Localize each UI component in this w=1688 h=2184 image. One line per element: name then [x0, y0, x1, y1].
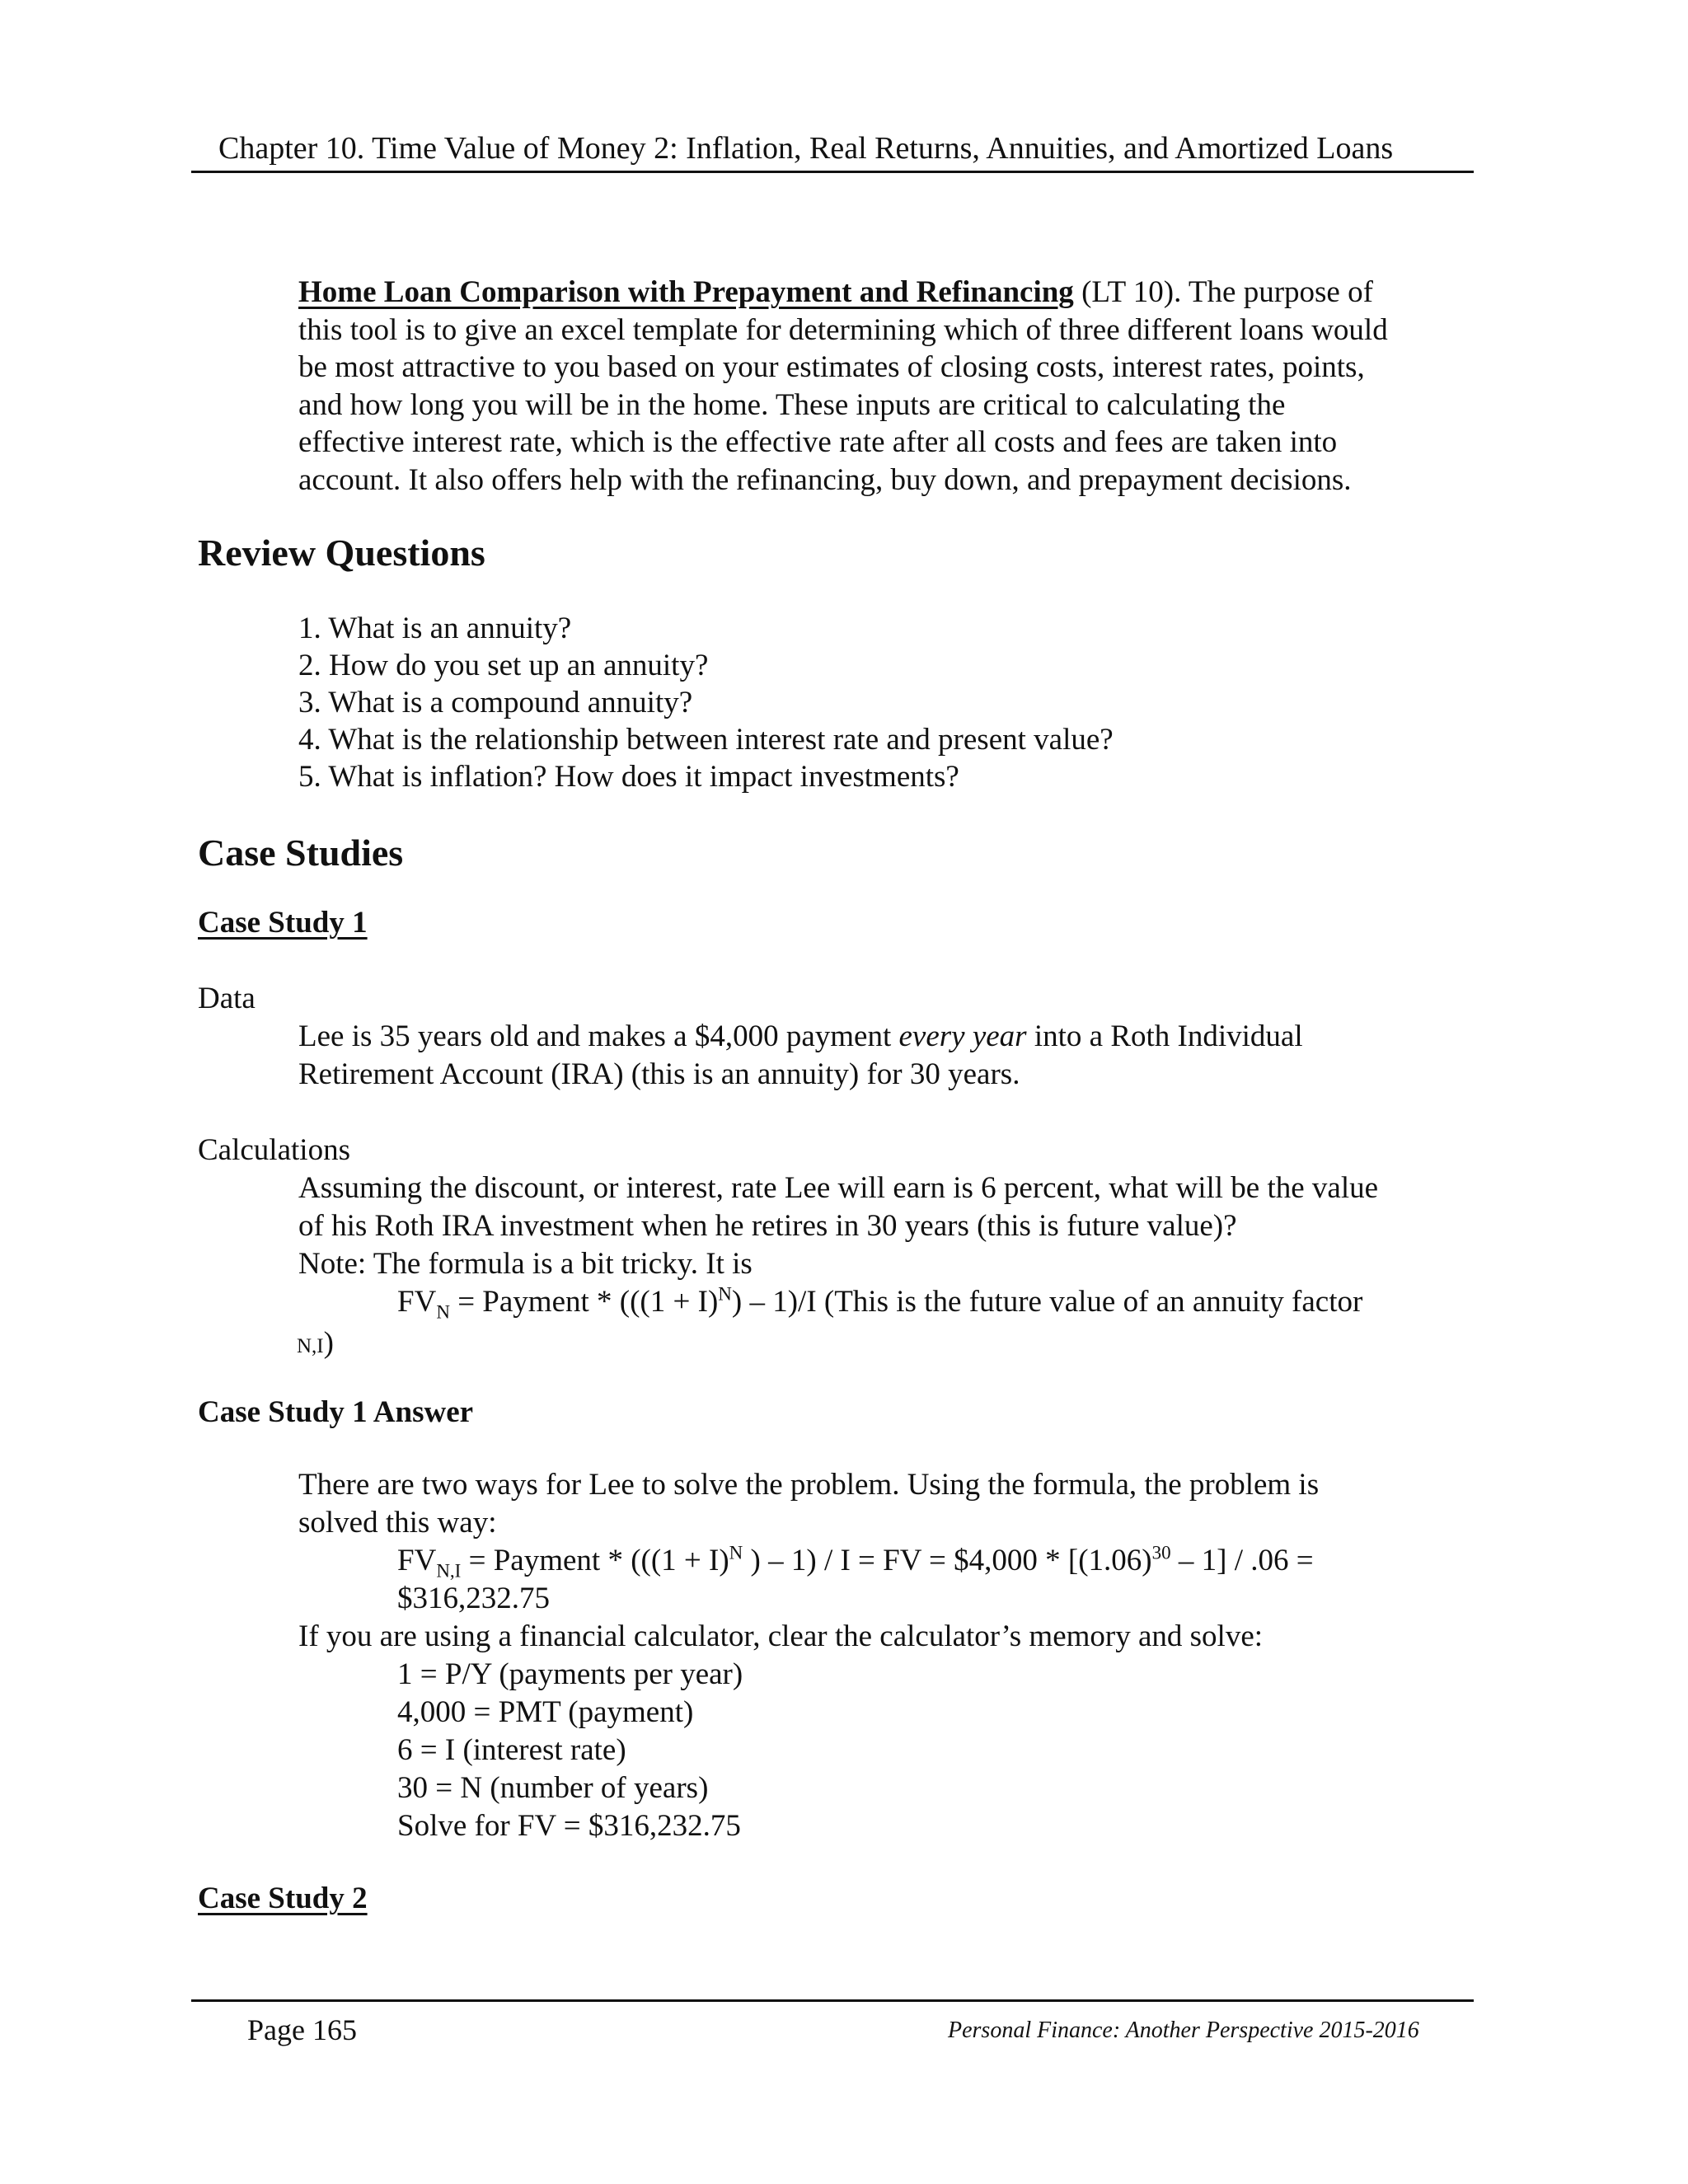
tool-line: and how long you will be in the home. These inputs are critical to calculating the	[298, 387, 1286, 422]
case-study-1-title: Case Study 1	[198, 906, 368, 940]
question-item: 5. What is inflation? How does it impact investments?	[298, 760, 959, 794]
answer-equation: $FV_{N,I}$ = Payment * (($(1 + I)^N$ ) – 1) / I = FV = $4,000 * $[(1.06)^{30} - 1] / .06$ =	[397, 1542, 1314, 1582]
book-title: Personal Finance: Another Perspective 2015-2016	[948, 2018, 1419, 2043]
calculator-step: Solve for FV = $316,232.75	[397, 1809, 741, 1843]
data-line: Lee is 35 years old and makes a $4,000 payment every year into a Roth Individual	[298, 1019, 1303, 1053]
tool-line1-rest: (LT 10). The purpose of	[1073, 275, 1373, 309]
calculator-step: 30 = N (number of years)	[397, 1771, 709, 1805]
page-number: Page 165	[247, 2013, 357, 2046]
case-study-2-title: Case Study 2	[198, 1882, 368, 1915]
answer-result: $316,232.75	[397, 1582, 550, 1615]
tool-line: this tool is to give an excel template for determining which of three different loans would	[298, 312, 1388, 347]
tool-line: account. It also offers help with the refinancing, buy down, and prepayment decisions.	[298, 462, 1352, 497]
tool-description	[298, 274, 1485, 499]
case-study-1-answer-title: Case Study 1 Answer	[198, 1395, 474, 1429]
tool-line: be most attractive to you based on your estimates of closing costs, interest rates, points,	[298, 350, 1365, 384]
header-rule	[191, 171, 1474, 173]
question-item: 3. What is a compound annuity?	[298, 686, 693, 719]
answer-line: There are two ways for Lee to solve the problem. Using the formula, the problem is	[298, 1468, 1320, 1502]
fv-formula: $FV_N$ = Payment * $(((1 + I)^N) - 1)/I$ (This is the future value of an annuity factor	[397, 1283, 1363, 1323]
question-item: 4. What is the relationship between interest rate and present value?	[298, 723, 1114, 757]
footer-rule	[191, 1999, 1474, 2002]
fv-formula-tail: N,I)	[297, 1326, 334, 1360]
calculations-label: Calculations	[198, 1133, 350, 1167]
calculator-step: 1 = P/Y (payments per year)	[397, 1657, 743, 1691]
calculator-step: 4,000 = PMT (payment)	[397, 1695, 694, 1729]
calculator-step: 6 = I (interest rate)	[397, 1733, 626, 1767]
tool-line: effective interest rate, which is the effective rate after all costs and fees are taken into	[298, 425, 1338, 459]
data-line: Retirement Account (IRA) (this is an annuity) for 30 years.	[298, 1057, 1020, 1091]
question-item: 1. What is an annuity?	[298, 612, 572, 645]
review-questions-heading: Review Questions	[198, 532, 485, 574]
calculator-intro: If you are using a financial calculator, clear the calculator’s memory and solve:	[298, 1619, 1264, 1653]
case-studies-heading: Case Studies	[198, 832, 404, 874]
calc-line: Note: The formula is a bit tricky. It is	[298, 1247, 753, 1281]
review-questions-list	[298, 610, 1114, 795]
emphasis-every-year: every year	[898, 1019, 1027, 1053]
answer-line: solved this way:	[298, 1506, 497, 1540]
question-item: 2. How do you set up an annuity?	[298, 649, 709, 682]
tool-link[interactable]: Home Loan Comparison with Prepayment and Refinancing	[298, 275, 1074, 309]
calc-line: Assuming the discount, or interest, rate Lee will earn is 6 percent, what will be the value	[298, 1171, 1379, 1205]
chapter-header: Chapter 10. Time Value of Money 2: Inflation, Real Returns, Annuities, and Amortized Loans	[218, 131, 1394, 166]
data-label: Data	[198, 982, 256, 1015]
calc-line: of his Roth IRA investment when he retires in 30 years (this is future value)?	[298, 1209, 1237, 1243]
